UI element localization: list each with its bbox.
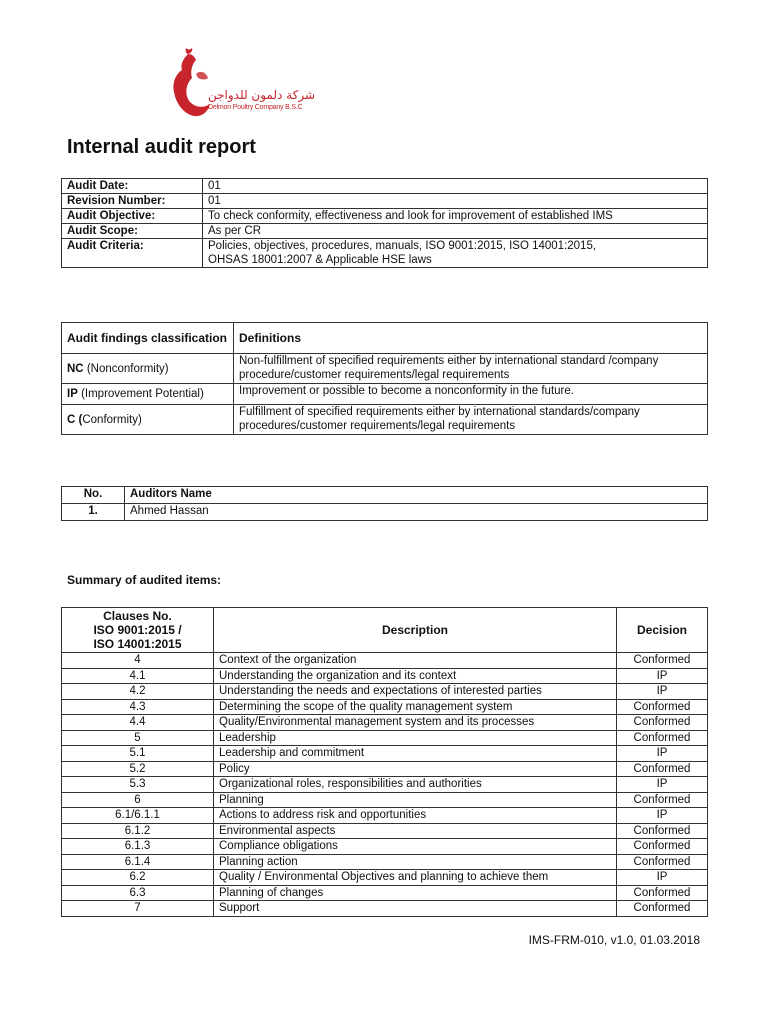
clause-decision: IP xyxy=(617,668,708,684)
table-row xyxy=(62,239,708,268)
clause-number: 4 xyxy=(62,653,214,669)
clause-decision: Conformed xyxy=(617,792,708,808)
revision-number-label: Revision Number: xyxy=(62,194,203,209)
company-logo xyxy=(166,44,316,126)
clause-number: 5 xyxy=(62,730,214,746)
table-row xyxy=(62,885,708,901)
clause-number: 6.1.3 xyxy=(62,839,214,855)
table-header-row xyxy=(62,323,708,354)
clause-number: 6.1/6.1.1 xyxy=(62,808,214,824)
revision-number-value: 01 xyxy=(203,194,708,209)
table-row xyxy=(62,699,708,715)
table-row xyxy=(62,715,708,731)
clause-number: 4.3 xyxy=(62,699,214,715)
clause-number: 6 xyxy=(62,792,214,808)
table-row xyxy=(62,761,708,777)
table-row xyxy=(62,384,708,405)
company-name-arabic: شركة دلمون للدواجن xyxy=(208,88,316,102)
clause-decision: Conformed xyxy=(617,653,708,669)
summary-heading: Summary of audited items: xyxy=(67,573,222,587)
clauses-header-line-2: ISO 9001:2015 / xyxy=(93,623,182,637)
clause-decision: IP xyxy=(617,808,708,824)
clause-description: Support xyxy=(214,901,617,917)
clause-number: 5.2 xyxy=(62,761,214,777)
clause-description: Quality / Environmental Objectives and planning to achieve them xyxy=(214,870,617,886)
clause-number: 6.2 xyxy=(62,870,214,886)
clause-description: Leadership and commitment xyxy=(214,746,617,762)
table-row xyxy=(62,901,708,917)
audit-criteria-value xyxy=(203,239,708,268)
clause-description: Actions to address risk and opportunities xyxy=(214,808,617,824)
page-title: Internal audit report xyxy=(67,136,256,158)
clause-number: 5.3 xyxy=(62,777,214,793)
description-header: Description xyxy=(214,608,617,653)
decision-header: Decision xyxy=(617,608,708,653)
table-row xyxy=(62,354,708,384)
classification-definition: Fulfillment of specified requirements either by international standards/company procedures/customer requirements/legal requirements xyxy=(234,405,708,435)
clause-description: Understanding the needs and expectations of interested parties xyxy=(214,684,617,700)
rooster-icon xyxy=(166,44,226,126)
table-row xyxy=(62,839,708,855)
table-row xyxy=(62,209,708,224)
clause-number: 4.2 xyxy=(62,684,214,700)
clause-decision: Conformed xyxy=(617,761,708,777)
clause-decision: Conformed xyxy=(617,823,708,839)
table-row xyxy=(62,746,708,762)
clause-number: 7 xyxy=(62,901,214,917)
table-row xyxy=(62,823,708,839)
classification-name: Conformity) xyxy=(82,413,142,426)
audit-criteria-label: Audit Criteria: xyxy=(62,239,203,268)
clause-number: 6.1.2 xyxy=(62,823,214,839)
classification-name: (Nonconformity) xyxy=(83,362,169,375)
audit-criteria-line-2: OHSAS 18001:2007 & Applicable HSE laws xyxy=(208,254,432,266)
auditor-number: 1. xyxy=(62,504,125,521)
clause-decision: IP xyxy=(617,684,708,700)
clause-number: 4.1 xyxy=(62,668,214,684)
classification-code: C ( xyxy=(67,413,83,426)
clause-decision: Conformed xyxy=(617,854,708,870)
clause-decision: Conformed xyxy=(617,839,708,855)
table-row xyxy=(62,808,708,824)
clause-description: Leadership xyxy=(214,730,617,746)
clause-description: Planning of changes xyxy=(214,885,617,901)
clause-description: Context of the organization xyxy=(214,653,617,669)
clause-description: Determining the scope of the quality management system xyxy=(214,699,617,715)
clauses-header-line-3: ISO 14001:2015 xyxy=(93,637,182,651)
auditor-name: Ahmed Hassan xyxy=(125,504,708,521)
audit-criteria-line-1: Policies, objectives, procedures, manuals, ISO 9001:2015, ISO 14001:2015, xyxy=(208,240,597,252)
table-row xyxy=(62,777,708,793)
clause-decision: Conformed xyxy=(617,730,708,746)
clause-description: Environmental aspects xyxy=(214,823,617,839)
table-row xyxy=(62,405,708,435)
classification-definition: Non-fulfillment of specified requirements either by international standard /company procedure/customer requirements/legal requirements xyxy=(234,354,708,384)
table-row xyxy=(62,870,708,886)
audited-items-table xyxy=(61,607,708,917)
table-row xyxy=(62,504,708,521)
audit-scope-label: Audit Scope: xyxy=(62,224,203,239)
audited-items-body xyxy=(62,653,708,917)
classification-definition: Improvement or possible to become a nonconformity in the future. xyxy=(234,384,708,405)
document-footer: IMS-FRM-010, v1.0, 01.03.2018 xyxy=(528,933,700,947)
audit-objective-label: Audit Objective: xyxy=(62,209,203,224)
classification-ip xyxy=(62,384,234,405)
table-header-row xyxy=(62,608,708,653)
clause-decision: IP xyxy=(617,746,708,762)
clause-description: Understanding the organization and its context xyxy=(214,668,617,684)
clauses-header xyxy=(62,608,214,653)
auditors-table xyxy=(61,486,708,521)
clause-decision: IP xyxy=(617,777,708,793)
clause-number: 6.3 xyxy=(62,885,214,901)
clause-number: 6.1.4 xyxy=(62,854,214,870)
clause-number: 4.4 xyxy=(62,715,214,731)
clause-description: Quality/Environmental management system and its processes xyxy=(214,715,617,731)
definitions-header: Definitions xyxy=(234,323,708,354)
classification-nc xyxy=(62,354,234,384)
audit-objective-value: To check conformity, effectiveness and look for improvement of established IMS xyxy=(203,209,708,224)
table-row xyxy=(62,854,708,870)
clause-decision: Conformed xyxy=(617,885,708,901)
audit-scope-value: As per CR xyxy=(203,224,708,239)
classification-code: IP xyxy=(67,388,78,400)
clause-description: Planning action xyxy=(214,854,617,870)
clause-decision: IP xyxy=(617,870,708,886)
clause-decision: Conformed xyxy=(617,715,708,731)
table-row xyxy=(62,668,708,684)
table-row xyxy=(62,684,708,700)
auditor-name-header: Auditors Name xyxy=(125,487,708,504)
table-header-row xyxy=(62,487,708,504)
clause-description: Planning xyxy=(214,792,617,808)
clause-description: Policy xyxy=(214,761,617,777)
auditor-number-header: No. xyxy=(62,487,125,504)
audit-info-table xyxy=(61,178,708,268)
clause-decision: Conformed xyxy=(617,901,708,917)
table-row xyxy=(62,179,708,194)
audit-date-value: 01 xyxy=(203,179,708,194)
audit-date-label: Audit Date: xyxy=(62,179,203,194)
clause-number: 5.1 xyxy=(62,746,214,762)
classification-header: Audit findings classification xyxy=(62,323,234,354)
classification-c xyxy=(62,405,234,435)
table-row xyxy=(62,224,708,239)
table-row xyxy=(62,653,708,669)
table-row xyxy=(62,730,708,746)
classification-name: (Improvement Potential) xyxy=(77,388,204,400)
table-row xyxy=(62,792,708,808)
classification-code: NC xyxy=(67,362,84,375)
company-name-english: Delmon Poultry Company B.S.C xyxy=(208,104,303,111)
clause-description: Compliance obligations xyxy=(214,839,617,855)
table-row xyxy=(62,194,708,209)
clause-decision: Conformed xyxy=(617,699,708,715)
clauses-header-line-1: Clauses No. xyxy=(103,609,172,623)
findings-classification-table xyxy=(61,322,708,435)
clause-description: Organizational roles, responsibilities and authorities xyxy=(214,777,617,793)
